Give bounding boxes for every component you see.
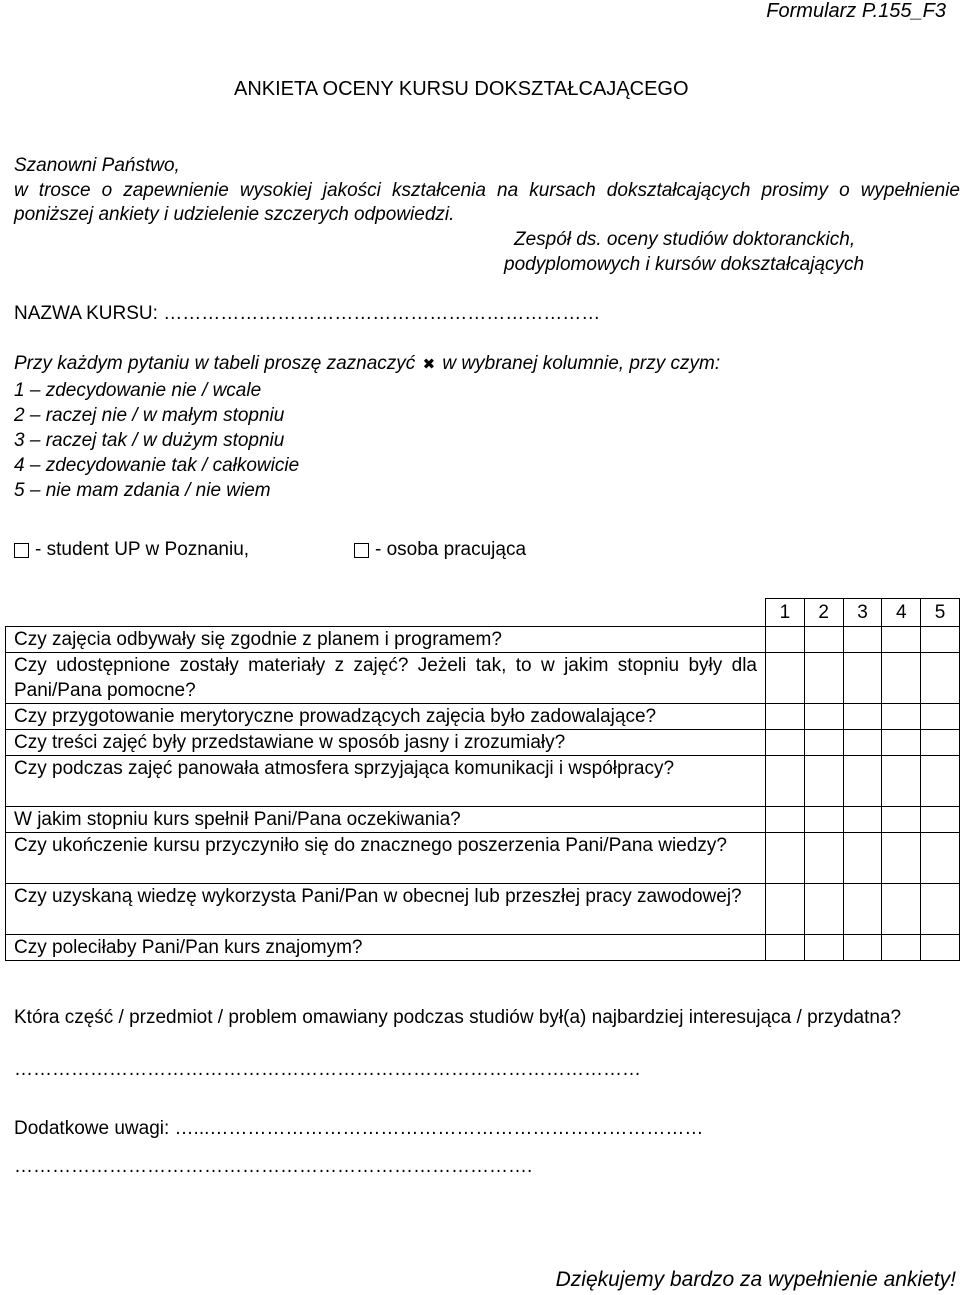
- answer-cell[interactable]: [766, 704, 805, 730]
- course-name-field[interactable]: [14, 303, 600, 325]
- scale-item: 4 – zdecydowanie tak / całkowicie: [14, 455, 300, 476]
- scale-header: 2: [804, 599, 843, 627]
- answer-cell[interactable]: [843, 627, 882, 653]
- survey-table: [5, 598, 960, 961]
- table-row: [6, 653, 960, 704]
- answer-cell[interactable]: [921, 756, 960, 807]
- notes-field[interactable]: [14, 1118, 703, 1140]
- worker-label: - osoba pracująca: [375, 539, 527, 560]
- respondent-worker-option[interactable]: [354, 539, 526, 561]
- answer-cell[interactable]: [766, 627, 805, 653]
- scale-legend: [14, 378, 299, 503]
- thank-you-note: Dziękujemy bardzo za wypełnienie ankiety!: [555, 1268, 956, 1291]
- scale-header: 3: [843, 599, 882, 627]
- open-question-answer-blank[interactable]: ………………………………………………………………………………………: [14, 1059, 641, 1080]
- answer-cell[interactable]: [882, 935, 921, 961]
- question-text: Czy zajęcia odbywały się zgodnie z planem i programem?: [6, 627, 766, 653]
- answer-cell[interactable]: [804, 884, 843, 935]
- answer-cell[interactable]: [804, 756, 843, 807]
- worker-checkbox[interactable]: [354, 543, 369, 558]
- answer-cell[interactable]: [921, 807, 960, 833]
- table-header-row: [6, 599, 960, 627]
- question-text: Czy podczas zajęć panowała atmosfera sprzyjająca komunikacji i współpracy?: [6, 756, 766, 807]
- team-line-1: Zespół ds. oceny studiów doktoranckich,: [514, 229, 856, 250]
- table-row: [6, 730, 960, 756]
- table-row: [6, 627, 960, 653]
- answer-cell[interactable]: [882, 653, 921, 704]
- scale-header: 5: [921, 599, 960, 627]
- question-text: Czy treści zajęć były przedstawiane w sposób jasny i zrozumiały?: [6, 730, 766, 756]
- answer-cell[interactable]: [843, 935, 882, 961]
- answer-cell[interactable]: [843, 704, 882, 730]
- notes-blank[interactable]: …...……………………………………………………………………: [174, 1118, 704, 1139]
- scale-item: 1 – zdecydowanie nie / wcale: [14, 380, 262, 401]
- table-row: [6, 884, 960, 935]
- answer-cell[interactable]: [882, 704, 921, 730]
- answer-cell[interactable]: [882, 807, 921, 833]
- course-name-blank[interactable]: ……………………………………………………………: [163, 303, 601, 324]
- answer-cell[interactable]: [921, 833, 960, 884]
- table-row: [6, 807, 960, 833]
- instructions-text-before: Przy każdym pytaniu w tabeli proszę zaznaczyć: [14, 353, 416, 374]
- answer-cell[interactable]: [804, 627, 843, 653]
- answer-cell[interactable]: [882, 627, 921, 653]
- question-text: Czy przygotowanie merytoryczne prowadzących zajęcia było zadowalające?: [6, 704, 766, 730]
- answer-cell[interactable]: [843, 884, 882, 935]
- table-header-blank: [6, 599, 766, 627]
- answer-cell[interactable]: [882, 730, 921, 756]
- answer-cell[interactable]: [766, 807, 805, 833]
- table-row: [6, 935, 960, 961]
- answer-cell[interactable]: [882, 756, 921, 807]
- table-row: [6, 833, 960, 884]
- table-row: [6, 756, 960, 807]
- student-checkbox[interactable]: [14, 543, 29, 558]
- answer-cell[interactable]: [921, 704, 960, 730]
- answer-cell[interactable]: [843, 653, 882, 704]
- scale-item: 2 – raczej nie / w małym stopniu: [14, 405, 285, 426]
- scale-item: 3 – raczej tak / w dużym stopniu: [14, 430, 285, 451]
- answer-cell[interactable]: [804, 935, 843, 961]
- team-line-2: podyplomowych i kursów dokształcających: [504, 254, 865, 275]
- answer-cell[interactable]: [843, 730, 882, 756]
- table-row: [6, 704, 960, 730]
- instructions: [14, 353, 720, 375]
- notes-blank-line-2[interactable]: ……………………………………………………………………….: [14, 1156, 533, 1177]
- scale-header: 4: [882, 599, 921, 627]
- question-text: Czy poleciłaby Pani/Pan kurs znajomym?: [6, 935, 766, 961]
- x-mark-icon: ✖: [422, 356, 436, 373]
- answer-cell[interactable]: [804, 730, 843, 756]
- form-id: Formularz P.155_F3: [766, 0, 946, 22]
- answer-cell[interactable]: [882, 833, 921, 884]
- answer-cell[interactable]: [766, 730, 805, 756]
- survey-title: ANKIETA OCENY KURSU DOKSZTAŁCAJĄCEGO: [234, 78, 689, 100]
- question-text: Czy uzyskaną wiedzę wykorzysta Pani/Pan w obecnej lub przeszłej pracy zawodowej?: [6, 884, 766, 935]
- answer-cell[interactable]: [766, 935, 805, 961]
- answer-cell[interactable]: [921, 653, 960, 704]
- answer-cell[interactable]: [921, 935, 960, 961]
- notes-label: Dodatkowe uwagi:: [14, 1118, 170, 1139]
- question-text: Czy udostępnione zostały materiały z zajęć? Jeżeli tak, to w jakim stopniu były dla Pani/Pana pomocne?: [6, 653, 766, 704]
- answer-cell[interactable]: [843, 807, 882, 833]
- answer-cell[interactable]: [921, 884, 960, 935]
- respondent-student-option[interactable]: [14, 539, 249, 561]
- answer-cell[interactable]: [766, 833, 805, 884]
- answer-cell[interactable]: [766, 756, 805, 807]
- answer-cell[interactable]: [804, 704, 843, 730]
- question-text: W jakim stopniu kurs spełnił Pani/Pana oczekiwania?: [6, 807, 766, 833]
- open-question: Która część / przedmiot / problem omawiany podczas studiów był(a) najbardziej interesująca / przydatna?: [14, 1007, 902, 1028]
- scale-header: 1: [766, 599, 805, 627]
- answer-cell[interactable]: [804, 653, 843, 704]
- student-label: - student UP w Poznaniu,: [35, 539, 250, 560]
- answer-cell[interactable]: [804, 807, 843, 833]
- instructions-text-after: w wybranej kolumnie, przy czym:: [442, 353, 721, 374]
- answer-cell[interactable]: [843, 833, 882, 884]
- course-name-label: NAZWA KURSU:: [14, 303, 158, 324]
- answer-cell[interactable]: [843, 756, 882, 807]
- question-text: Czy ukończenie kursu przyczyniło się do znacznego poszerzenia Pani/Pana wiedzy?: [6, 833, 766, 884]
- answer-cell[interactable]: [921, 730, 960, 756]
- answer-cell[interactable]: [766, 653, 805, 704]
- scale-item: 5 – nie mam zdania / nie wiem: [14, 480, 271, 501]
- answer-cell[interactable]: [882, 884, 921, 935]
- answer-cell[interactable]: [921, 627, 960, 653]
- intro-paragraph: w trosce o zapewnienie wysokiej jakości kształcenia na kursach dokształcających prosimy o wypełnienie poniższej ankiety i udzielenie szczerych odpowiedzi.: [14, 180, 960, 225]
- greeting: Szanowni Państwo,: [14, 155, 180, 176]
- answer-cell[interactable]: [766, 884, 805, 935]
- answer-cell[interactable]: [804, 833, 843, 884]
